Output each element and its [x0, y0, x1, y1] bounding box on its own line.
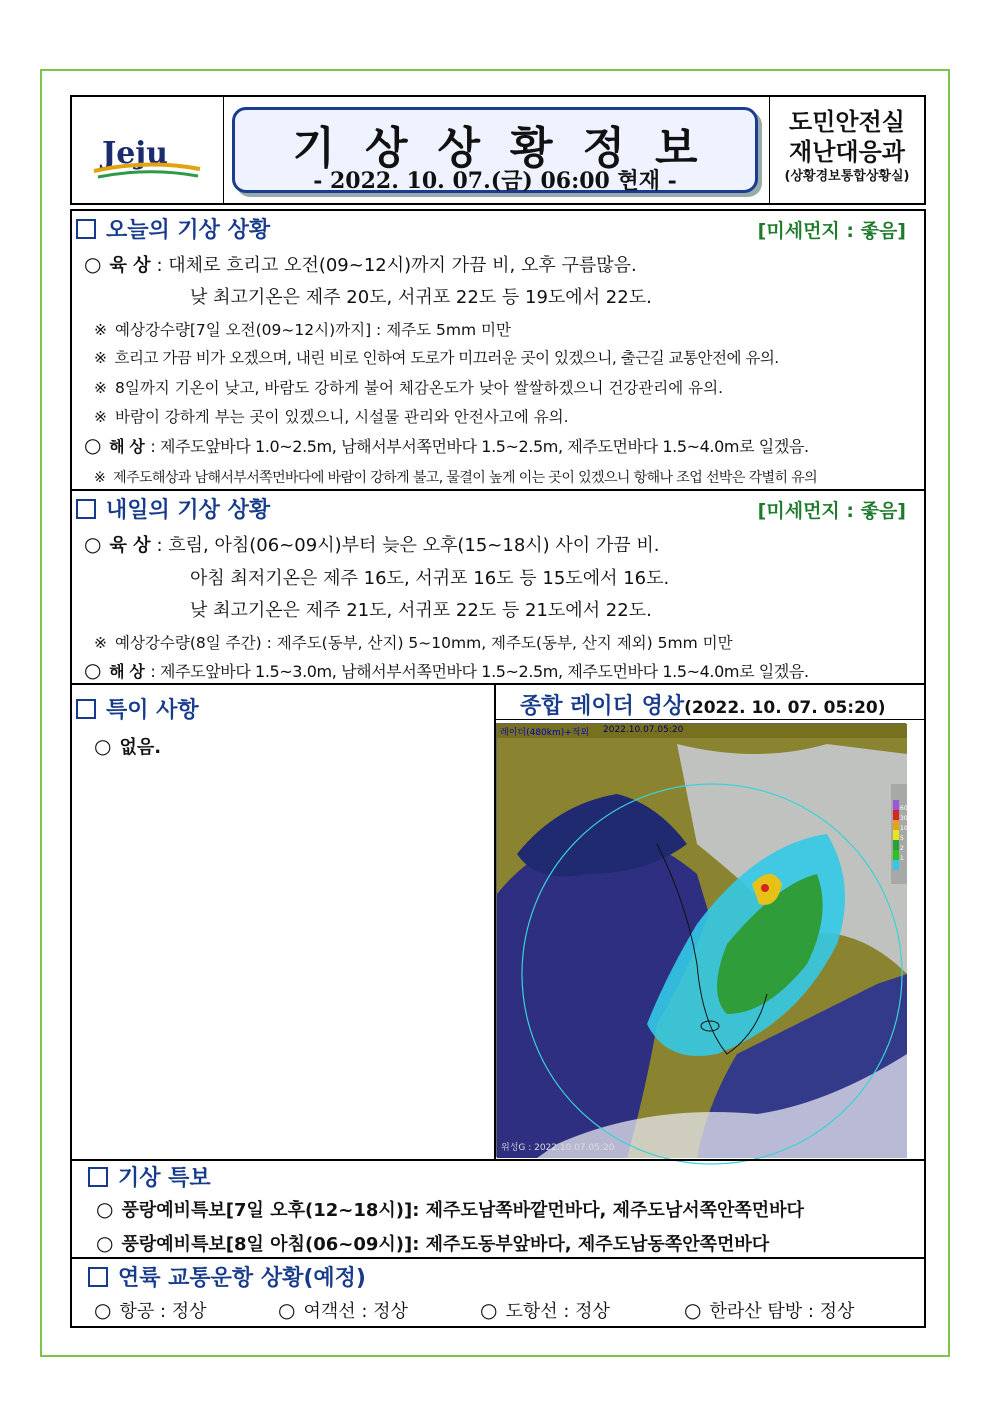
tomorrow-heading	[76, 493, 270, 524]
tomorrow-dust-badge: [미세먼지 : 좋음]	[757, 500, 906, 522]
asterisk-icon: ※	[94, 470, 106, 486]
report-body	[70, 209, 926, 1328]
radar-legend-label: 30	[900, 815, 908, 822]
tomorrow-land-label: 육 상	[109, 535, 151, 556]
today-land-label: 육 상	[109, 255, 151, 276]
circle-bullet-icon: ○	[480, 1298, 498, 1322]
asterisk-icon: ※	[94, 634, 107, 652]
today-sea-note-text: 제주도해상과 남해서부서쪽먼바다에 바람이 강하게 불고, 물결이 높게 이는 곳이 있겠으니 항해나 조업 선박은 각별히 유의	[113, 470, 818, 486]
radar-legend-label: 10	[900, 825, 908, 832]
transport-item-air	[94, 1297, 207, 1323]
circle-bullet-icon: ○	[94, 1298, 112, 1322]
org-line2: 재난대응과	[789, 138, 905, 166]
radar-image	[496, 723, 906, 1157]
tomorrow-sea-line: : 제주도앞바다 1.5~3.0m, 남해서부서쪽먼바다 1.5~2.5m, 제주도먼바다 1.5~4.0m로 일겠음.	[150, 662, 809, 681]
warning-item-1	[96, 1196, 804, 1222]
radar-footer: 위성G : 2022.10.07.05:20	[501, 1143, 615, 1153]
transport-item-island-ferry-text: 도항선 : 정상	[505, 1301, 610, 1322]
today-note1	[94, 318, 511, 340]
title-box	[232, 107, 758, 193]
radar-heading-text: 종합 레이더 영상	[520, 694, 685, 719]
tomorrow-land-line1: : 흐림, 아침(06~09시)부터 늦은 오후(15~18시) 사이 가끔 비.	[156, 535, 660, 556]
tomorrow-note1-text: 예상강수량(8일 주간) : 제주도(동부, 산지) 5~10mm, 제주도(동부, 산지 제외) 5mm 미만	[115, 634, 733, 652]
tomorrow-sea-label: 해 상	[109, 662, 145, 681]
today-heading	[76, 213, 270, 244]
title-area	[224, 97, 770, 203]
circle-bullet-icon: ○	[84, 532, 102, 556]
warnings-heading	[88, 1161, 211, 1192]
special-item-text: 없음.	[119, 737, 162, 758]
jeju-logo	[72, 97, 224, 203]
warning-item-2-text: 풍랑예비특보[8일 아침(06~09시)]: 제주도동부앞바다, 제주도남동쪽안쪽먼바다	[121, 1234, 770, 1255]
transport-item-island-ferry	[480, 1297, 610, 1323]
circle-bullet-icon: ○	[278, 1298, 296, 1322]
warnings-heading-text: 기상 특보	[118, 1166, 211, 1191]
asterisk-icon: ※	[94, 379, 107, 397]
circle-bullet-icon: ○	[96, 1197, 114, 1221]
logo-text: Jeju	[102, 136, 168, 171]
today-land-line2: 낮 최고기온은 제주 20도, 서귀포 22도 등 19도에서 22도.	[190, 287, 652, 308]
transport-heading-text: 연륙 교통운항 상황(예정)	[118, 1266, 366, 1291]
org-line3: (상황경보통합상황실)	[784, 169, 910, 184]
tomorrow-land-line3: 낮 최고기온은 제주 21도, 서귀포 22도 등 21도에서 22도.	[190, 600, 652, 621]
org-line1: 도민안전실	[789, 108, 905, 136]
radar-rule	[496, 719, 926, 720]
today-sea-label: 해 상	[109, 437, 145, 456]
special-heading	[76, 693, 199, 724]
today-heading-text: 오늘의 기상 상황	[106, 218, 271, 243]
circle-bullet-icon: ○	[84, 433, 102, 457]
checkbox-icon	[76, 219, 96, 239]
warning-item-1-text: 풍랑예비특보[7일 오후(12~18시)]: 제주도남쪽바깥먼바다, 제주도남서쪽안쪽먼바다	[121, 1200, 804, 1221]
tomorrow-land-line2: 아침 최저기온은 제주 16도, 서귀포 16도 등 15도에서 16도.	[190, 568, 670, 589]
transport-item-hallasan	[684, 1297, 854, 1323]
checkbox-icon	[88, 1267, 108, 1287]
checkbox-icon	[88, 1167, 108, 1187]
today-sea-note	[94, 467, 817, 487]
today-note3-text: 8일까지 기온이 낮고, 바람도 강하게 불어 체감온도가 낮아 쌀쌀하겠으니 건강관리에 유의.	[115, 379, 724, 397]
today-land	[84, 251, 637, 277]
radar-legend-label: 60	[900, 805, 908, 812]
divider	[72, 1257, 924, 1259]
checkbox-icon	[76, 699, 96, 719]
circle-bullet-icon: ○	[84, 252, 102, 276]
organization	[770, 97, 924, 203]
special-item	[94, 733, 161, 759]
transport-item-ferry	[278, 1297, 408, 1323]
jeju-logo-icon	[72, 97, 224, 203]
circle-bullet-icon: ○	[84, 658, 102, 682]
divider	[72, 683, 924, 685]
today-note4-text: 바람이 강하게 부는 곳이 있겠으니, 시설물 관리와 안전사고에 유의.	[115, 408, 569, 426]
divider	[72, 489, 924, 491]
radar-legend-label: 1	[900, 855, 904, 862]
checkbox-icon	[76, 499, 96, 519]
radar-heading	[520, 689, 886, 720]
report-date: - 2022. 10. 07.(금) 06:00 현재 -	[313, 168, 677, 194]
special-heading-text: 특이 사항	[106, 698, 199, 723]
circle-bullet-icon: ○	[684, 1298, 702, 1322]
page-title: 기상상황정보	[292, 123, 728, 174]
tomorrow-note1	[94, 631, 733, 653]
today-dust-badge: [미세먼지 : 좋음]	[757, 220, 906, 242]
tomorrow-sea	[84, 658, 809, 682]
radar-caption-time: 2022.10.07.05:20	[603, 725, 684, 735]
radar-time: (2022. 10. 07. 05:20)	[684, 698, 886, 718]
today-land-line1: : 대체로 흐리고 오전(09~12시)까지 가끔 비, 오후 구름많음.	[156, 255, 637, 276]
transport-item-hallasan-text: 한라산 탐방 : 정상	[709, 1301, 855, 1322]
today-sea	[84, 433, 809, 457]
radar-legend-label: 2	[900, 845, 904, 852]
warning-item-2	[96, 1230, 769, 1256]
asterisk-icon: ※	[94, 408, 107, 426]
today-sea-line: : 제주도앞바다 1.0~2.5m, 남해서부서쪽먼바다 1.5~2.5m, 제주도먼바다 1.5~4.0m로 일겠음.	[150, 437, 809, 456]
radar-map-icon	[497, 724, 907, 1158]
transport-heading	[88, 1261, 366, 1292]
tomorrow-land	[84, 531, 660, 557]
today-note1-text: 예상강수량[7일 오전(09~12시)까지] : 제주도 5mm 미만	[115, 321, 511, 339]
asterisk-icon: ※	[94, 349, 107, 367]
transport-item-ferry-text: 여객선 : 정상	[303, 1301, 408, 1322]
today-note3	[94, 376, 723, 398]
asterisk-icon: ※	[94, 321, 107, 339]
radar-legend-label: 5	[900, 835, 904, 842]
radar-caption: 레이더(480km)+적외	[500, 728, 590, 738]
today-note2-text: 흐리고 가끔 비가 오겠으며, 내린 비로 인하여 도로가 미끄러운 곳이 있겠으니, 출근길 교통안전에 유의.	[114, 349, 779, 367]
circle-bullet-icon: ○	[96, 1231, 114, 1255]
transport-item-air-text: 항공 : 정상	[119, 1301, 207, 1322]
circle-bullet-icon: ○	[94, 734, 112, 758]
today-note2	[94, 346, 779, 368]
header	[70, 95, 926, 205]
tomorrow-heading-text: 내일의 기상 상황	[106, 498, 271, 523]
today-note4	[94, 405, 569, 427]
